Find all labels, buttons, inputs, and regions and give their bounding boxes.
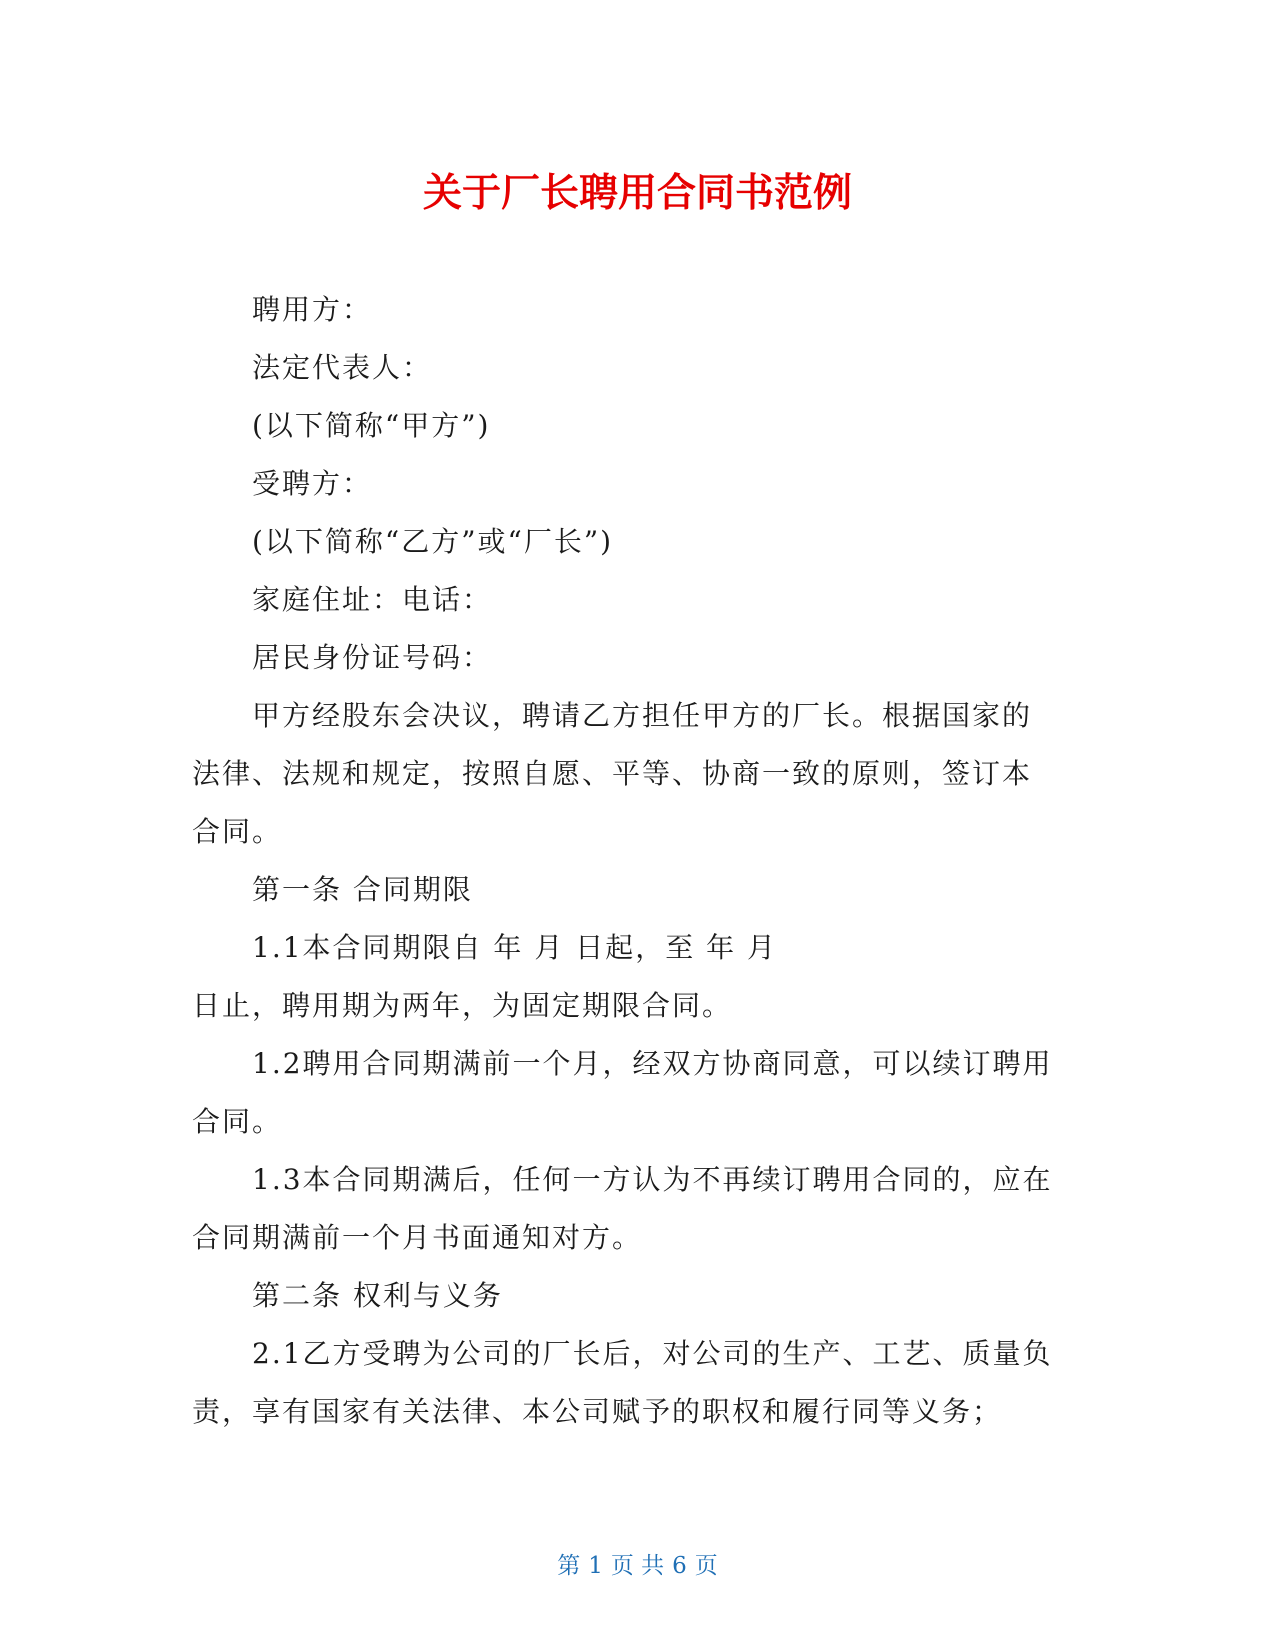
total-page-number: 6: [672, 1553, 687, 1579]
paragraph-line: 合同。: [192, 815, 283, 848]
current-page-number: 1: [588, 1553, 603, 1579]
clause-line: 合同。: [192, 1105, 283, 1138]
footer-middle: 页 共: [610, 1553, 665, 1579]
party-b-note: (以下简称“乙方”或“厂长”): [252, 525, 614, 558]
clause-line: 责，享有国家有关法律、本公司赋予的职权和履行同等义务；: [192, 1395, 1003, 1428]
employer-line: 聘用方：: [252, 293, 373, 326]
clause-line: 合同期满前一个月书面通知对方。: [192, 1221, 643, 1254]
employee-line: 受聘方：: [252, 467, 373, 500]
party-a-note: (以下简称“甲方”): [252, 409, 491, 442]
document-title: 关于厂长聘用合同书范例: [422, 171, 852, 216]
paragraph-line: 甲方经股东会决议，聘请乙方担任甲方的厂长。根据国家的: [252, 699, 1033, 732]
legal-representative-line: 法定代表人：: [252, 351, 433, 384]
id-number-line: 居民身份证号码：: [252, 641, 493, 674]
address-phone-line: 家庭住址：电话：: [252, 583, 493, 616]
page-footer: [0, 1550, 1275, 1582]
footer-suffix: 页: [694, 1553, 718, 1579]
clause-line: 1.1本合同期限自 年 月 日起，至 年 月: [252, 931, 778, 964]
paragraph-line: 法律、法规和规定，按照自愿、平等、协商一致的原则，签订本: [192, 757, 1033, 790]
clause-line: 1.3本合同期满后，任何一方认为不再续订聘用合同的，应在: [252, 1163, 1053, 1196]
clause-line: 1.2聘用合同期满前一个月，经双方协商同意，可以续订聘用: [252, 1047, 1053, 1080]
article-heading: 第一条 合同期限: [252, 873, 473, 906]
clause-line: 2.1乙方受聘为公司的厂长后，对公司的生产、工艺、质量负: [252, 1337, 1053, 1370]
article-heading: 第二条 权利与义务: [252, 1279, 503, 1312]
footer-prefix: 第: [557, 1553, 581, 1579]
clause-line: 日止，聘用期为两年，为固定期限合同。: [192, 989, 733, 1022]
